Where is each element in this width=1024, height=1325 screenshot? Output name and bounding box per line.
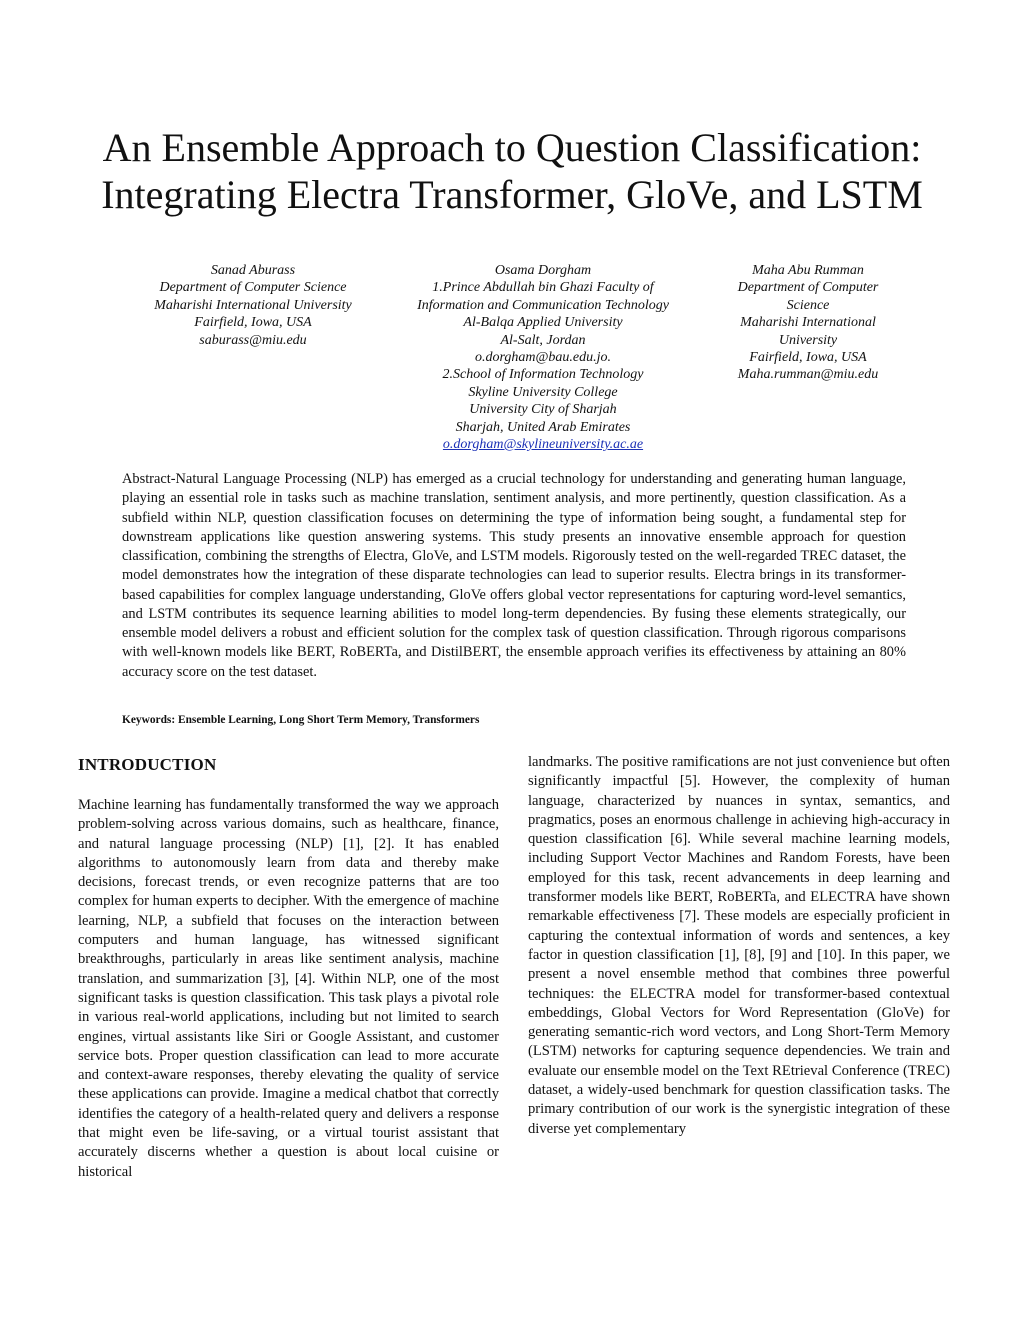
author-block-2 [392, 262, 694, 453]
author-affiliation-line: Sharjah, United Arab Emirates [455, 419, 631, 435]
author-email: saburass@miu.edu [199, 332, 307, 348]
author-affiliation-line: Maharishi International University [740, 315, 876, 348]
author-affiliation-line: Fairfield, Iowa, USA [194, 315, 312, 331]
author-affiliation-line: Al-Balqa Applied University [463, 315, 623, 331]
author-affiliation-line: Fairfield, Iowa, USA [749, 350, 867, 366]
author-email: Maha.rumman@miu.edu [737, 367, 879, 383]
author-affiliation-line: Information and Communication Technology [417, 297, 669, 313]
author-email: o.dorgham@bau.edu.jo. [474, 350, 612, 366]
author-email-link[interactable]: o.dorgham@skylineuniversity.ac.ae [442, 437, 644, 453]
body-column-left: Machine learning has fundamentally transformed the way we approach problem-solving across various domains, such as healthcare, finance, and natural language processing (NLP) [1], [2]. It has enabled algorithms to autonomously learn from data and thereby make decisions, forecast trends, or even recognize patterns that are too complex for human experts to decipher. With the emergence of machine learning, NLP, a subfield that focuses on the interaction between computers and human language, has witnessed significant breakthroughs, particularly in areas like sentiment analysis, machine translation, and summarization [3], [4]. Within NLP, one of the most significant tasks is question classification. This task plays a pivotal role in various real-world applications, including but not limited to search engines, virtual assistants like Siri or Google Assistant, and customer service bots. Proper question classification can lead to more accurate and context-aware responses, thereby elevating the quality of service these applications can provide. Imagine a medical chatbot that correctly identifies the category of a health-related query and delivers a response that might even be life-saving, or a virtual tourist assistant that accurately discerns whether a question is about local cuisine or historical [78, 797, 499, 1180]
author-affiliation-line: Al-Salt, Jordan [500, 332, 586, 348]
author-name: Osama Dorgham [494, 263, 592, 278]
author-block-3 [718, 262, 898, 384]
body-column-right: landmarks. The positive ramifications are not just convenience but often significantly impactful [5]. However, the complexity of human language, characterized by nuances in syntax, semantics, and pragmatics, poses an enormous challenge in achieving high-accuracy in question classification [6]. While several machine learning models, including Support Vector Machines and Random Forests, have been employed for this task, recent advancements in deep learning and transformer models like BERT, RoBERTa, and ELECTRA have shown remarkable effectiveness [7]. These models are especially proficient in capturing the contextual information of words and sentences, a key factor in question classification [1], [8], [9] and [10]. In this paper, we present a novel ensemble method that combines three powerful techniques: the ELECTRA model for transformer-based contextual embeddings, Global Vectors for Word Representation (GloVe) for generating semantic-rich word vectors, and Long Short-Term Memory (LSTM) networks for capturing sequence dependencies. We train and evaluate our ensemble model on the Text REtrieval Conference (TREC) dataset, a widely-used benchmark for question classification tasks. The primary contribution of our work is the synergistic integration of these diverse yet complementary [528, 754, 951, 1137]
author-affiliation-line: 1.Prince Abdullah bin Ghazi Faculty of [432, 280, 654, 296]
paper-title: An Ensemble Approach to Question Classification: Integrating Electra Transformer, GloVe, and LSTM [101, 125, 923, 217]
author-affiliation-line: 2.School of Information Technology [442, 367, 644, 383]
keywords: Keywords: Ensemble Learning, Long Short Term Memory, Transformers [122, 714, 480, 726]
section-heading-introduction: INTRODUCTION [78, 755, 217, 774]
author-name: Sanad Aburass [210, 263, 296, 278]
author-affiliation-line: University City of Sharjah [469, 402, 617, 418]
author-affiliation-line: Skyline University College [468, 384, 618, 400]
author-name: Maha Abu Rumman [752, 263, 864, 278]
author-affiliation-line: Department of Computer Science [737, 280, 879, 313]
author-affiliation-line: Department of Computer Science [159, 280, 347, 296]
author-block-1 [128, 262, 378, 349]
author-affiliation-line: Maharishi International University [154, 297, 352, 313]
abstract: Abstract-Natural Language Processing (NLP) has emerged as a crucial technology for understanding and generating human language, playing an essential role in tasks such as machine translation, sentiment analysis, and more pertinently, question classification. As a subfield within NLP, question classification focuses on determining the type of information being sought, a fundamental step for downstream applications like question answering systems. This study presents an innovative ensemble approach for question classification, combining the strengths of Electra, GloVe, and LSTM models. Rigorously tested on the well-regarded TREC dataset, the model demonstrates how the integration of these disparate technologies can lead to superior results. Electra brings in its transformer-based capabilities for complex language understanding, GloVe offers global vector representations for capturing word-level semantics, and LSTM contributes its sequence learning abilities to model long-term dependencies. By fusing these elements strategically, our ensemble model delivers a robust and efficient solution for the complex task of question classification. Through rigorous comparisons with well-known models like BERT, RoBERTa, and DistilBERT, the ensemble approach verifies its effectiveness by attaining an 80% accuracy score on the test dataset. [122, 471, 906, 680]
